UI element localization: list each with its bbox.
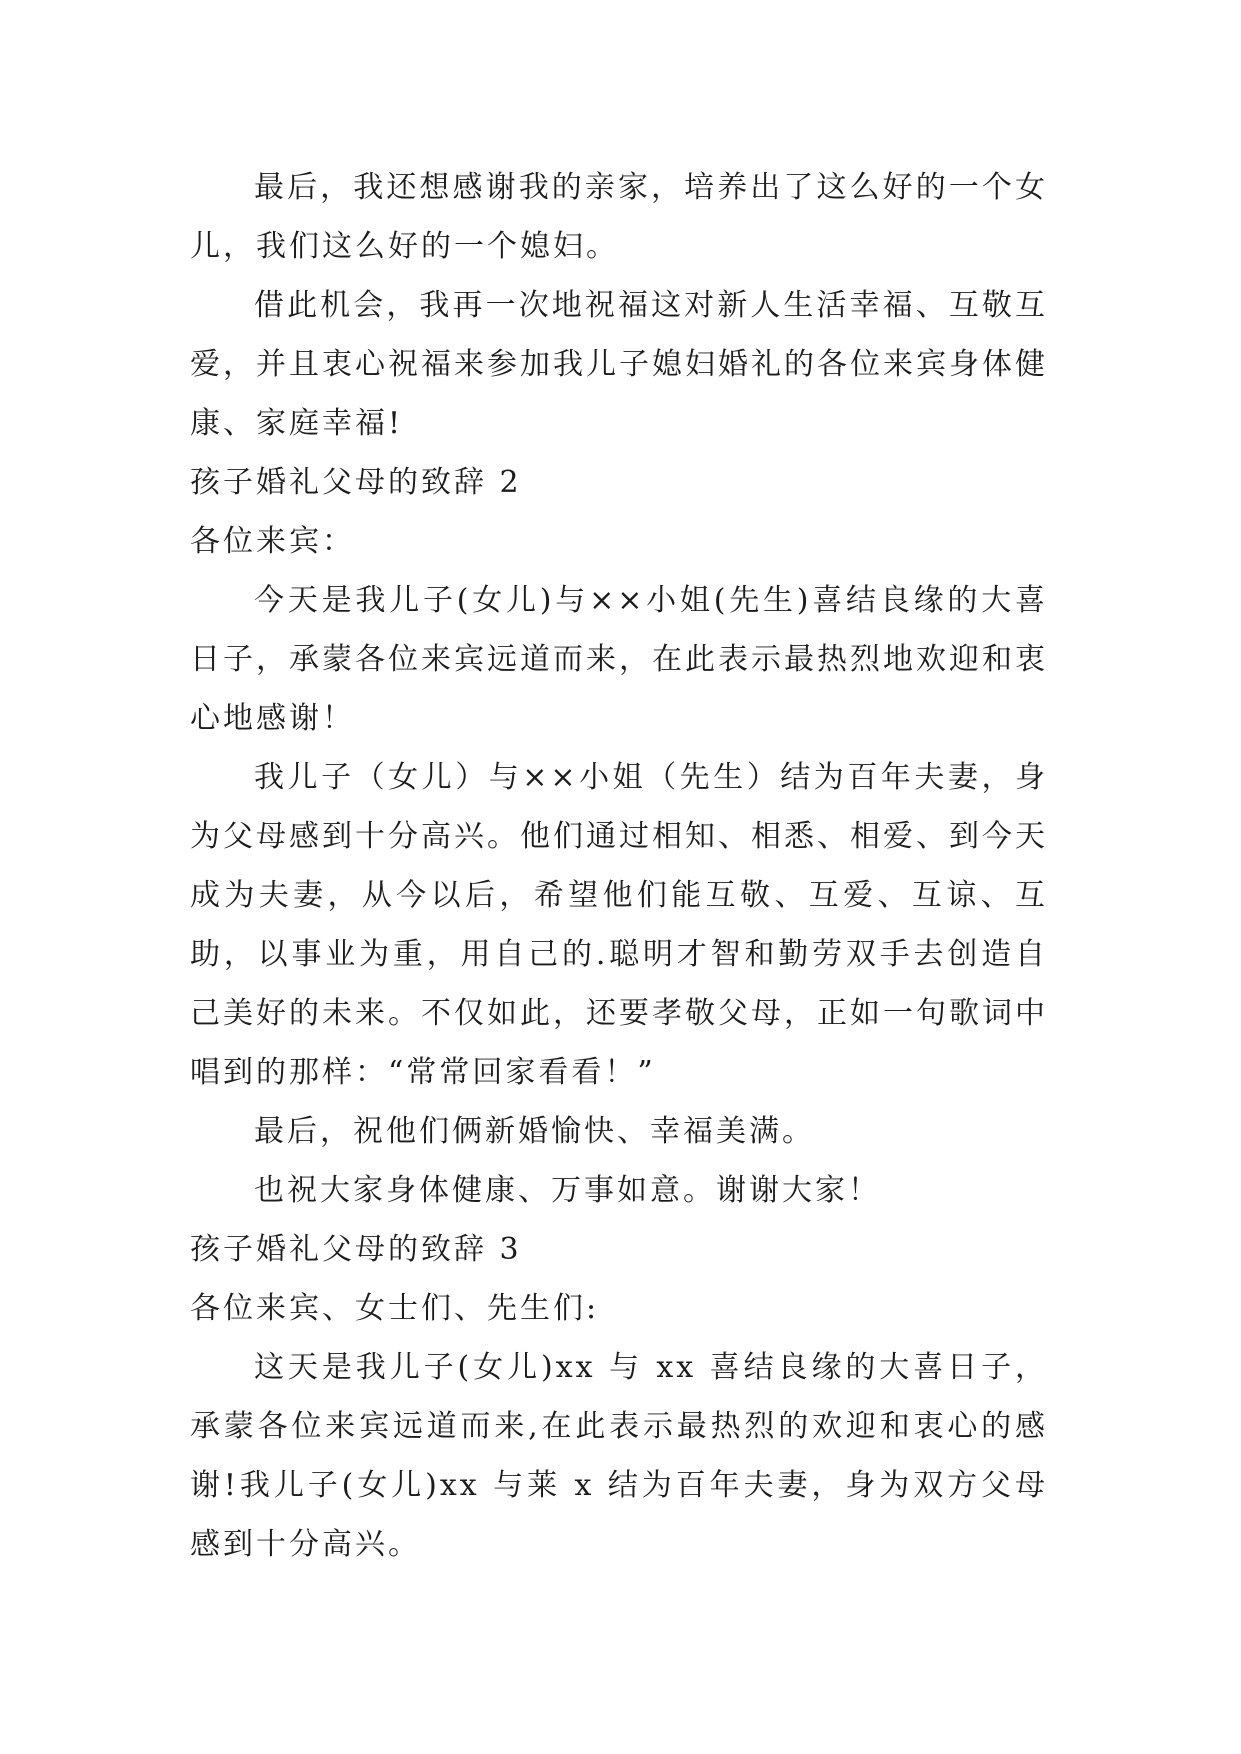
paragraph-thanks-in-laws: 最后，我还想感谢我的亲家，培养出了这么好的一个女儿，我们这么好的一个媳妇。	[190, 170, 1048, 264]
section-heading-2: 孩子婚礼父母的致辞 2	[190, 465, 522, 500]
document-page	[190, 158, 1048, 1574]
salutation-2: 各位来宾：	[190, 524, 355, 559]
paragraph-blessing-couple: 借此机会，我再一次地祝福这对新人生活幸福、互敬互爱，并且衷心祝福来参加我儿子媳妇婚礼的各位来宾身体健康、家庭幸福!	[190, 288, 1048, 441]
paragraph-welcome-3: 这天是我儿子(女儿)xx 与 xx 喜结良缘的大喜日子，承蒙各位来宾远道而来,在此表示最热烈的欢迎和衷心的感谢!我儿子(女儿)xx 与莱 x 结为百年夫妻，身为双方父母感到十分高兴。	[190, 1350, 1048, 1562]
section-heading-3: 孩子婚礼父母的致辞 3	[190, 1232, 522, 1267]
paragraph-welcome-2: 今天是我儿子(女儿)与××小姐(先生)喜结良缘的大喜日子，承蒙各位来宾远道而来，在此表示最热烈地欢迎和衷心地感谢！	[190, 583, 1048, 736]
salutation-3: 各位来宾、女士们、先生们:	[190, 1291, 600, 1326]
paragraph-closing-blessing-2: 最后，祝他们俩新婚愉快、幸福美满。	[254, 1114, 815, 1149]
paragraph-thanks-all-2: 也祝大家身体健康、万事如意。谢谢大家！	[254, 1173, 881, 1208]
paragraph-wishes-2: 我儿子（女儿）与××小姐（先生）结为百年夫妻，身为父母感到十分高兴。他们通过相知、相悉、相爱、到今天成为夫妻，从今以后，希望他们能互敬、互爱、互谅、互助，以事业为重，用自己的.聪明才智和勤劳双手去创造自己美好的未来。不仅如此，还要孝敬父母，正如一句歌词中唱到的那样：“常常回家看看！”	[190, 760, 1048, 1090]
